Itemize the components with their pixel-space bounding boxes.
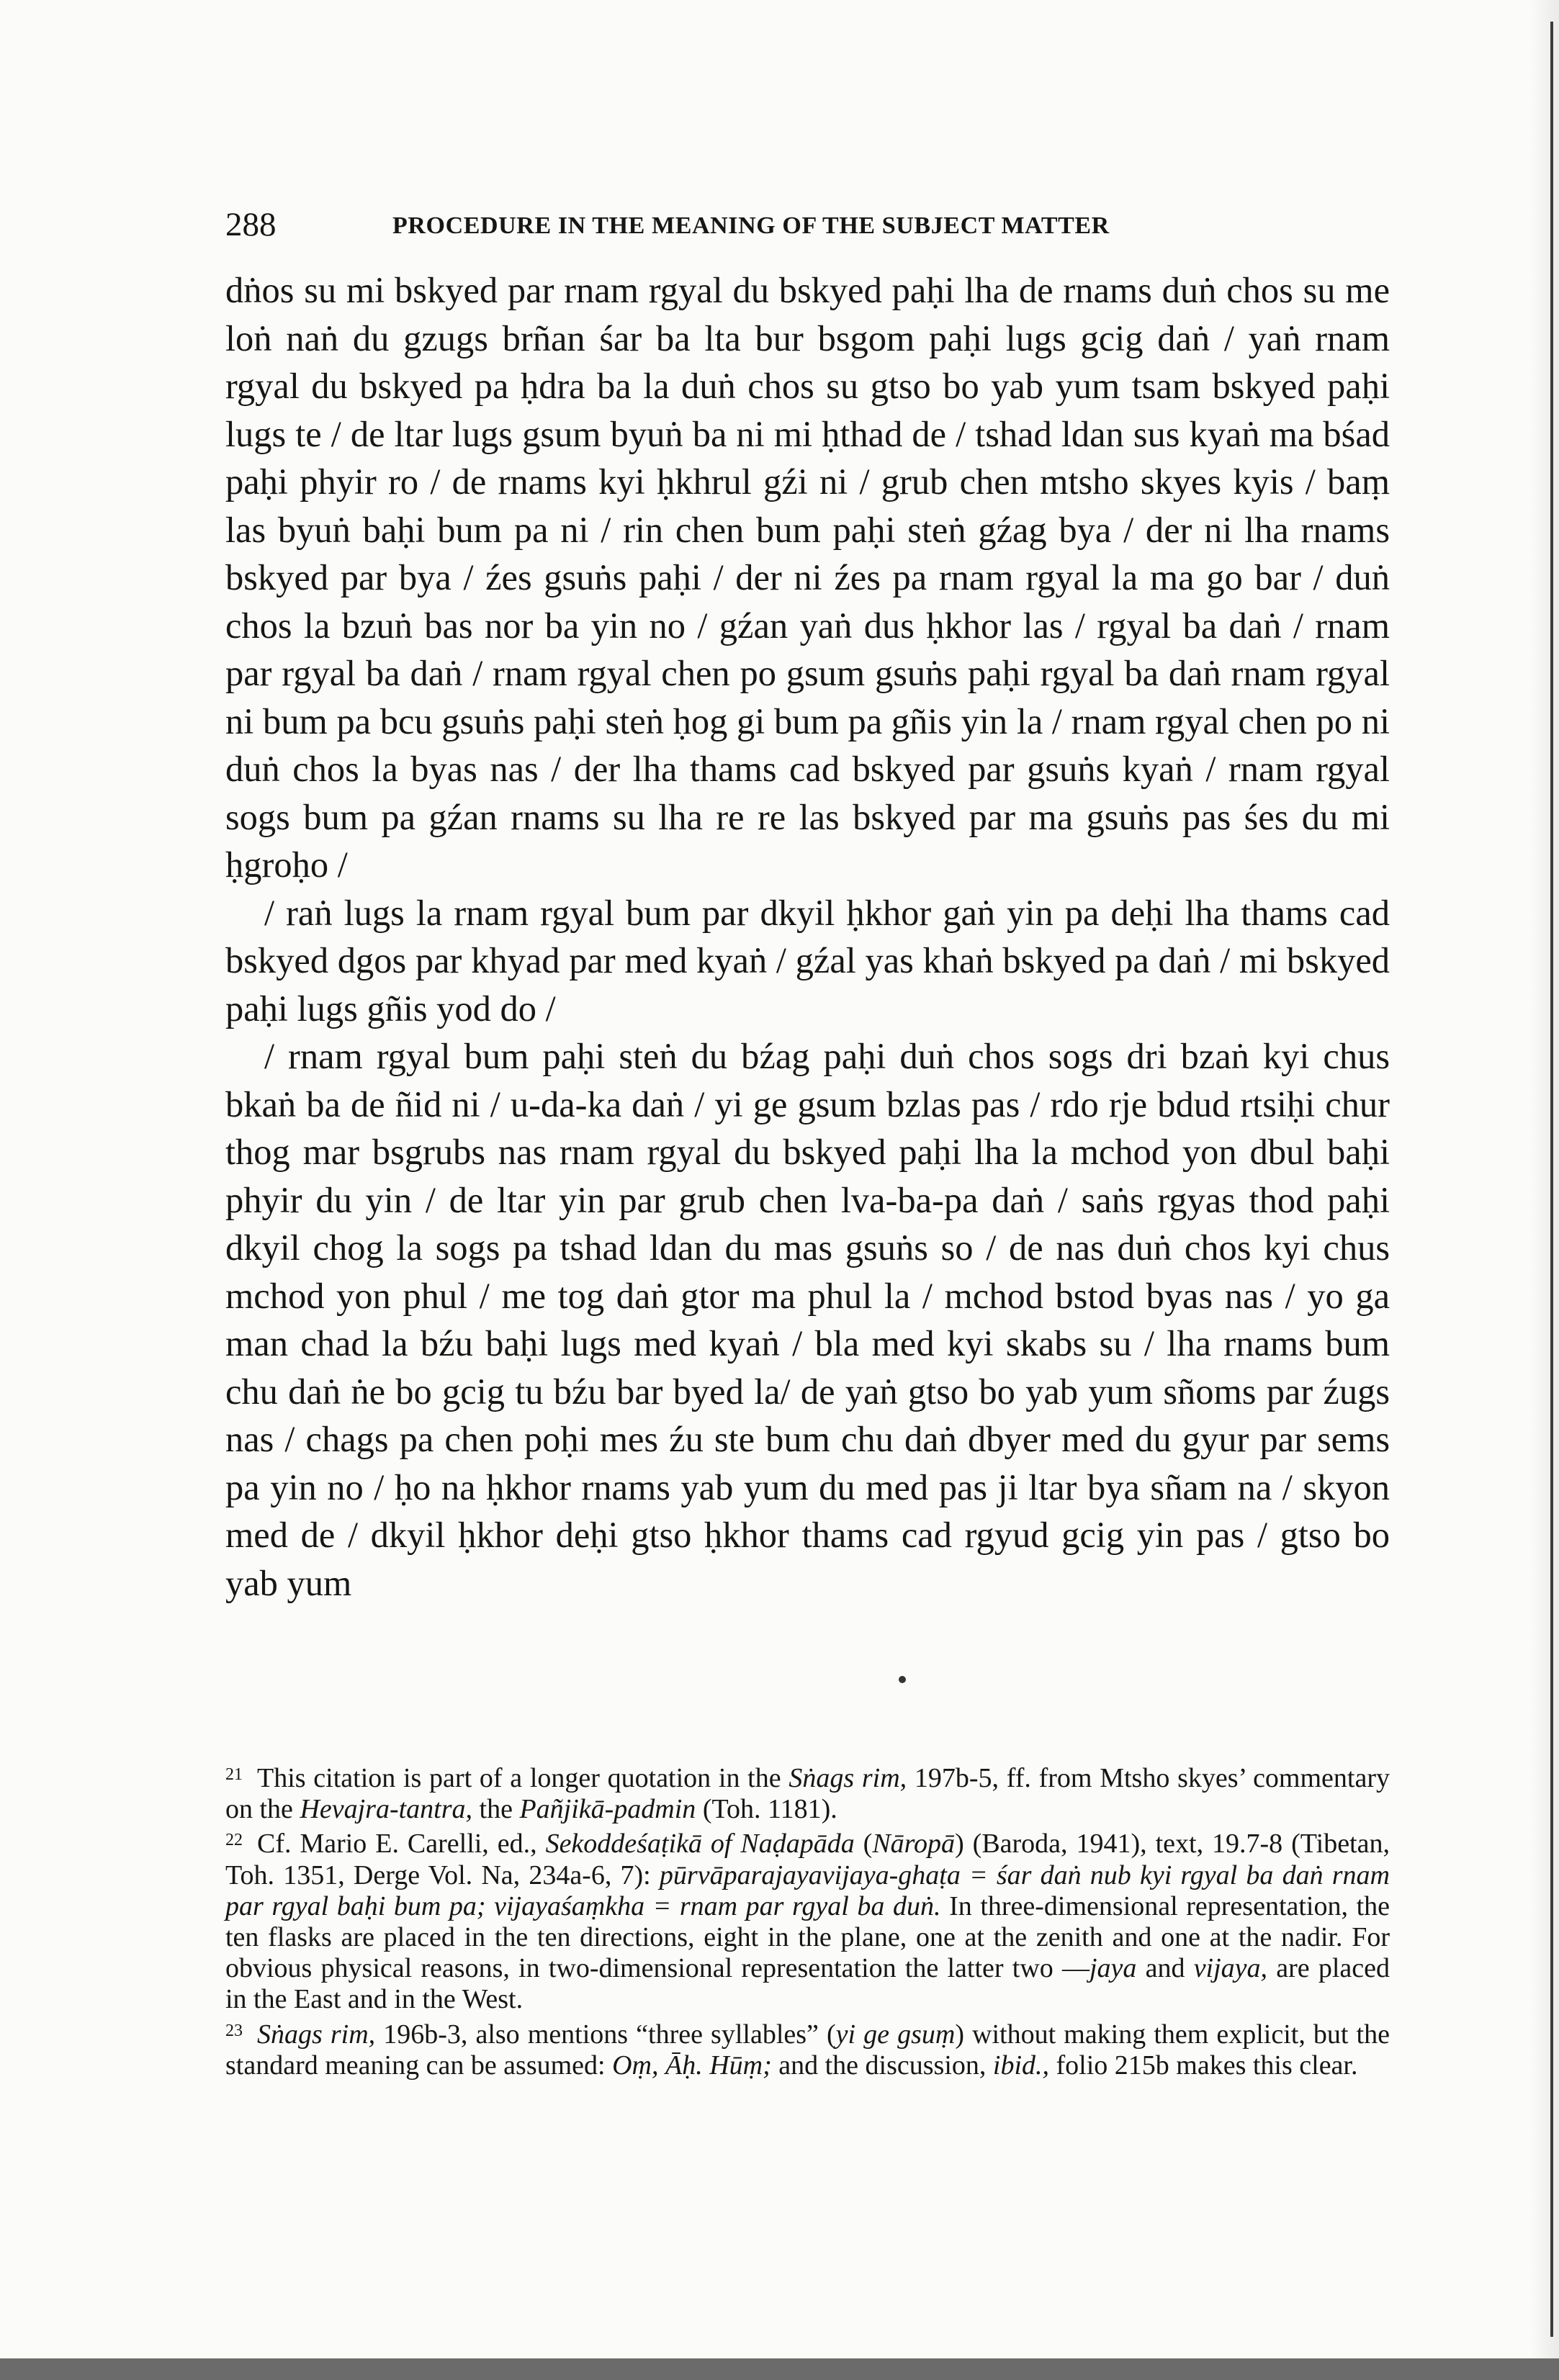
main-text <box>225 266 1390 1607</box>
paragraph-3: / rnam rgyal bum paḥi steṅ du bźag paḥi duṅ chos sogs dri bzaṅ kyi chus bkaṅ ba de ñid ni / u-da-ka daṅ / yi ge gsum bzlas pas / rdo rje bdud rtsiḥi chur thog mar bsgrubs nas rnam rgyal du bskyed paḥi lha la mchod yon dbul baḥi phyir du yin / de ltar yin par grub chen lva-ba-pa daṅ / saṅs rgyas thod paḥi dkyil chog la sogs pa tshad ldan du mas gsuṅs so / de nas duṅ chos kyi chus mchod yon phul / me tog daṅ gtor ma phul la / mchod bstod byas nas / yo ga man chad la bźu baḥi lugs med kyaṅ / bla med kyi skabs su / lha rnams bum chu daṅ ṅe bo gcig tu bźu bar byed la/ de yaṅ gtso bo yab yum sñoms par źugs nas / chags pa chen poḥi mes źu ste bum chu daṅ dbyer med du gyur par sems pa yin no / ḥo na ḥkhor rnams yab yum du med pas ji ltar bya sñam na / skyon med de / dkyil ḥkhor deḥi gtso ḥkhor thams cad rgyud gcig yin pas / gtso bo yab yum <box>225 1036 1390 1603</box>
page-edge-shadow <box>1530 0 1559 2380</box>
page-edge-line <box>1550 22 1553 2337</box>
footnote-number: 21 <box>225 1765 243 1784</box>
ink-dot <box>899 1676 906 1683</box>
page-number: 288 <box>225 206 277 243</box>
footnote-number: 22 <box>225 1831 243 1850</box>
footnote-21: $^{21}$ This citation is part of a longer quotation in the Sṅags rim, 197b-5, ff. from Mtsho skyes’ commentary on the Hevajra-tantra, the Pañjikā-padmin (Toh. 1181). <box>225 1763 1390 1825</box>
page-header <box>225 203 1392 246</box>
paragraph-1: dṅos su mi bskyed par rnam rgyal du bskyed paḥi lha de rnams duṅ chos su me loṅ naṅ du gzugs brñan śar ba lta bur bsgom paḥi lugs gcig daṅ / yaṅ rnam rgyal du bskyed pa ḥdra ba la duṅ chos su gtso bo yab yum tsam bskyed paḥi lugs te / de ltar lugs gsum byuṅ ba ni mi ḥthad de / tshad ldan sus kyaṅ ma bśad paḥi phyir ro / de rnams kyi ḥkhrul gźi ni / grub chen mtsho skyes kyis / baṃ las byuṅ baḥi bum pa ni / rin chen bum paḥi steṅ gźag bya / der ni lha rnams bskyed par bya / źes gsuṅs paḥi / der ni źes pa rnam rgyal la ma go bar / duṅ chos la bzuṅ bas nor ba yin no / gźan yaṅ dus ḥkhor las / rgyal ba daṅ / rnam par rgyal ba daṅ / rnam rgyal chen po gsum gsuṅs paḥi rgyal ba daṅ rnam rgyal ni bum pa bcu gsuṅs paḥi steṅ ḥog gi bum pa gñis yin la / rnam rgyal chen po ni duṅ chos la byas nas / der lha thams cad bskyed par gsuṅs kyaṅ / rnam rgyal sogs bum pa gźan rnams su lha re re las bskyed par ma gsuṅs pas śes du mi ḥgroḥo / <box>225 270 1390 885</box>
scan-bottom-border <box>0 2358 1559 2380</box>
footnote-23: $^{23}$ Sṅags rim, 196b-3, also mentions “three syllables” (yi ge gsuṃ) without making them explicit, but the standard meaning can be assumed: Oṃ, Āḥ. Hūṃ; and the discussion, ibid., folio 215b makes this clear. <box>225 2019 1390 2081</box>
footnote-22: $^{22}$ Cf. Mario E. Carelli, ed., Sekoddeśaṭikā of Naḍapāda (Nāropā) (Baroda, 1941), text, 19.7-8 (Tibetan, Toh. 1351, Derge Vol. Na, 234a-6, 7): pūrvāparajayavijaya-ghaṭa = śar daṅ nub kyi rgyal ba daṅ rnam par rgyal baḥi bum pa; vijayaśaṃkha = rnam par rgyal ba duṅ. In three-dimensional representation, the ten flasks are placed in the ten directions, eight in the plane, one at the zenith and one at the nadir. For obvious physical reasons, in two-dimensional representation the latter two —jaya and vijaya, are placed in the East and in the West. <box>225 1829 1390 2015</box>
footnotes <box>225 1759 1390 2081</box>
footnote-number: 23 <box>225 2021 243 2040</box>
running-head: PROCEDURE IN THE MEANING OF THE SUBJECT MATTER <box>392 212 1110 239</box>
paragraph-2: / raṅ lugs la rnam rgyal bum par dkyil ḥkhor gaṅ yin pa deḥi lha thams cad bskyed dgos par khyad par med kyaṅ / gźal yas khaṅ bskyed pa daṅ / mi bskyed paḥi lugs gñis yod do / <box>225 892 1390 1029</box>
